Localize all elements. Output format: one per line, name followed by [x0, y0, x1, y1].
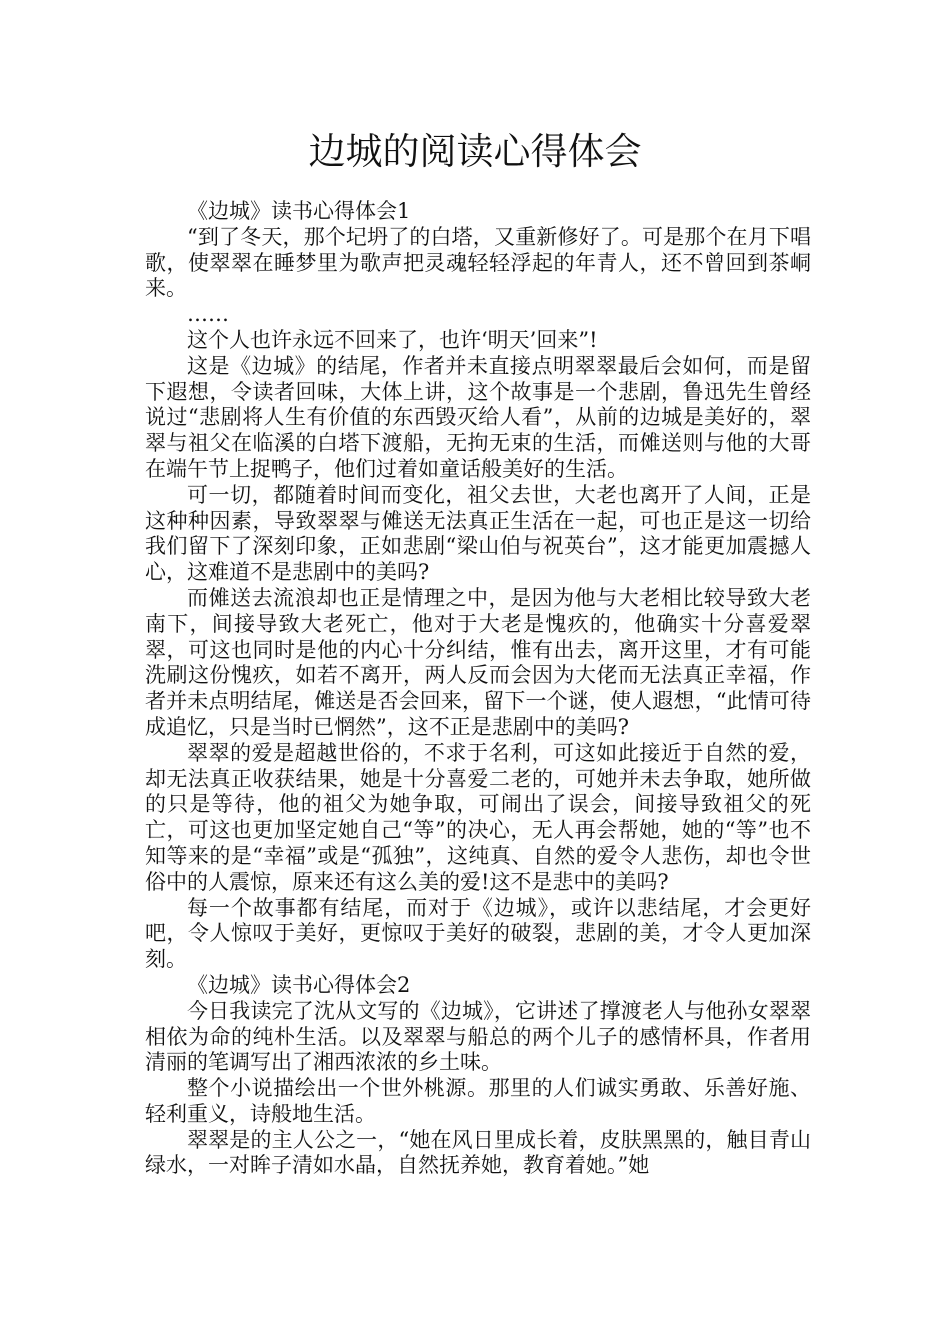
paragraph: 翠翠是的主人公之一，“她在风日里成长着，皮肤黑黑的，触目青山绿水，一对眸子清如水晶，自然抚养她，教育着她。”她 — [145, 1127, 811, 1178]
paragraph: 翠翠的爱是超越世俗的，不求于名利，可这如此接近于自然的爱，却无法真正收获结果，她是十分喜爱二老的，可她并未去争取，她所做的只是等待，他的祖父为她争取，可闹出了误会，间接导致祖父的死亡，可这也更加坚定她自己“等”的决心，无人再会帮她，她的“等”也不知等来的是“幸福”或是“孤独”，这纯真、自然的爱令人悲伤，却也令世俗中的人震惊，原来还有这么美的爱!这不是悲中的美吗? — [145, 740, 811, 894]
paragraph: 整个小说描绘出一个世外桃源。那里的人们诚实勇敢、乐善好施、轻利重义，诗般地生活。 — [145, 1076, 811, 1126]
heading-reading-note-1: 《边城》读书心得体会1 — [187, 199, 411, 223]
quote-paragraph: “到了冬天，那个圮坍了的白塔，又重新修好了。可是那个在月下唱歌，使翠翠在睡梦里为歌声把灵魂轻轻浮起的年青人，还不曾回到茶峒来。 — [145, 224, 811, 301]
heading-reading-note-2: 《边城》读书心得体会2 — [187, 972, 411, 997]
paragraph: 这是《边城》的结尾，作者并未直接点明翠翠最后会如何，而是留下遐想，令读者回味，大体上讲，这个故事是一个悲剧，鲁迅先生曾经说过“悲剧将人生有价值的东西毁灭给人看”，从前的边城是美好的，翠翠与祖父在临溪的白塔下渡船，无拘无束的生活，而傩送则与他的大哥在端午节上捉鸭子，他们过着如童话般美好的生活。 — [145, 353, 811, 481]
document-title: 边城的阅读心得体会 — [308, 130, 642, 173]
quote-ending: 这个人也许永远不回来了，也许‘明天’回来”! — [187, 327, 598, 352]
paragraph: 而傩送去流浪却也正是情理之中，是因为他与大老相比较导致大老南下，间接导致大老死亡，他对于大老是愧疚的，他确实十分喜爱翠翠，可这也同时是他的内心十分纠结，惟有出去，离开这里，才有可能洗刷这份愧疚，如若不离开，两人反而会因为大佬而无法真正幸福，作者并未点明结尾，傩送是否会回来，留下一个谜，使人遐想，“此情可待成追忆，只是当时已惘然”，这不正是悲剧中的美吗? — [145, 585, 811, 739]
paragraph: 可一切，都随着时间而变化，祖父去世，大老也离开了人间，正是这种种因素，导致翠翠与傩送无法真正生活在一起，可也正是这一切给我们留下了深刻印象，正如悲剧“梁山伯与祝英台”，这才能更加震撼人心，这难道不是悲剧中的美吗? — [145, 482, 811, 585]
paragraph: 今日我读完了沈从文写的《边城》，它讲述了撑渡老人与他孙女翠翠相依为命的纯朴生活。以及翠翠与船总的两个儿子的感情杯具，作者用清丽的笔调写出了湘西浓浓的乡土味。 — [145, 998, 811, 1075]
ellipsis-line: …… — [187, 302, 229, 327]
paragraph: 每一个故事都有结尾，而对于《边城》，或许以悲结尾，才会更好吧，令人惊叹于美好，更惊叹于美好的破裂，悲剧的美，才令人更加深刻。 — [145, 895, 811, 972]
document-body — [145, 199, 811, 1179]
